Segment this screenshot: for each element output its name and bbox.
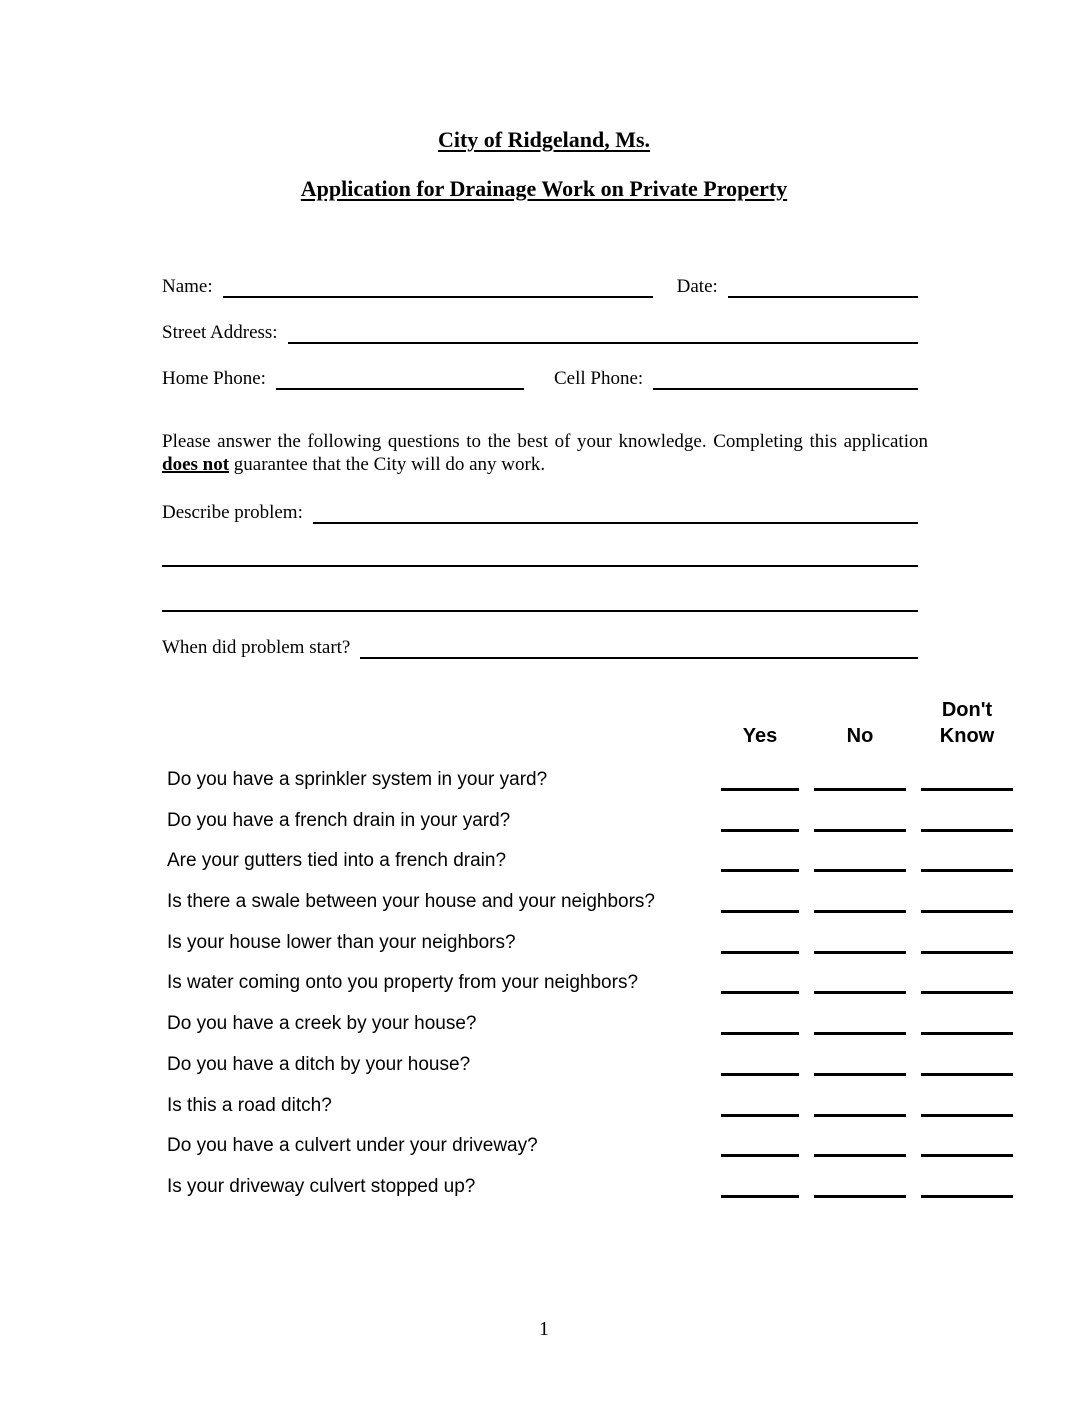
- questionnaire-header: [162, 697, 1013, 749]
- blank-line: [721, 788, 799, 791]
- blank-line: [921, 910, 1013, 913]
- phone-row: [162, 366, 918, 390]
- blank-line: [814, 1195, 906, 1198]
- answer-dont-know-blank[interactable]: [921, 788, 1013, 791]
- describe-problem-extra-line-1[interactable]: [162, 545, 918, 567]
- blank-line: [721, 1032, 799, 1035]
- form-subtitle-text: Application for Drainage Work on Private Property: [300, 176, 788, 201]
- question-row: [162, 891, 1013, 913]
- answer-no-blank[interactable]: [814, 1073, 906, 1076]
- answer-dont-know-blank[interactable]: [921, 910, 1013, 913]
- blank-line: [721, 951, 799, 954]
- answer-no-blank[interactable]: [814, 829, 906, 832]
- blank-line: [814, 1073, 906, 1076]
- question-label: Are your gutters tied into a french drain?: [167, 850, 507, 872]
- blank-line: [814, 869, 906, 872]
- question-label: Do you have a ditch by your house?: [167, 1053, 471, 1075]
- blank-line: [814, 951, 906, 954]
- street-address-label: Street Address:: [162, 322, 278, 343]
- problem-start-label: When did problem start?: [162, 637, 351, 658]
- answer-yes-blank[interactable]: [721, 1154, 799, 1157]
- street-address-input-line[interactable]: [288, 322, 918, 344]
- answer-no-blank[interactable]: [814, 1195, 906, 1198]
- cell-phone-label: Cell Phone:: [553, 368, 644, 389]
- blank-line: [921, 869, 1013, 872]
- instructions-text-before: Please answer the following questions to the best of your knowledge. Completing this application: [162, 431, 928, 452]
- column-header-dont-know: Don't Know: [939, 699, 995, 747]
- answer-dont-know-blank[interactable]: [921, 1195, 1013, 1198]
- home-phone-label: Home Phone:: [162, 368, 266, 389]
- answer-no-blank[interactable]: [814, 1032, 906, 1035]
- answer-dont-know-blank[interactable]: [921, 869, 1013, 872]
- answer-yes-blank[interactable]: [721, 1114, 799, 1117]
- answer-no-blank[interactable]: [814, 991, 906, 994]
- street-address-row: [162, 320, 918, 344]
- question-label: Is your driveway culvert stopped up?: [167, 1175, 476, 1197]
- blank-line: [814, 910, 906, 913]
- page-number: 1: [539, 1318, 549, 1340]
- question-label: Do you have a culvert under your driveway?: [167, 1135, 538, 1157]
- question-label: Do you have a french drain in your yard?: [167, 809, 511, 831]
- blank-line: [921, 1195, 1013, 1198]
- question-row: [162, 1135, 1013, 1157]
- question-row: [162, 810, 1013, 832]
- blank-line: [921, 951, 1013, 954]
- answer-dont-know-blank[interactable]: [921, 1114, 1013, 1117]
- answer-yes-blank[interactable]: [721, 869, 799, 872]
- form-title-text: City of Ridgeland, Ms.: [437, 127, 651, 152]
- answer-yes-blank[interactable]: [721, 1032, 799, 1035]
- answer-dont-know-blank[interactable]: [921, 1032, 1013, 1035]
- question-label: Do you have a sprinkler system in your yard?: [167, 769, 548, 790]
- answer-dont-know-blank[interactable]: [921, 951, 1013, 954]
- answer-yes-blank[interactable]: [721, 991, 799, 994]
- instructions-paragraph: [162, 430, 928, 476]
- column-header-yes: Yes: [742, 725, 778, 747]
- name-input-line[interactable]: [223, 276, 653, 298]
- answer-dont-know-blank[interactable]: [921, 1073, 1013, 1076]
- blank-line: [814, 1114, 906, 1117]
- answer-yes-blank[interactable]: [721, 1073, 799, 1076]
- blank-line: [814, 788, 906, 791]
- column-header-no: No: [846, 725, 874, 747]
- blank-line: [814, 991, 906, 994]
- question-row: [162, 1176, 1013, 1198]
- question-label: Do you have a creek by your house?: [167, 1013, 477, 1035]
- date-label: Date:: [676, 276, 718, 297]
- answer-yes-blank[interactable]: [721, 951, 799, 954]
- answer-no-blank[interactable]: [814, 910, 906, 913]
- cell-phone-input-line[interactable]: [653, 368, 918, 390]
- blank-line: [721, 910, 799, 913]
- home-phone-input-line[interactable]: [276, 368, 524, 390]
- answer-yes-blank[interactable]: [721, 829, 799, 832]
- blank-line: [721, 869, 799, 872]
- question-label: Is water coming onto you property from your neighbors?: [167, 972, 639, 994]
- describe-problem-input-line[interactable]: [313, 502, 918, 524]
- blank-line: [721, 829, 799, 832]
- blank-line: [921, 1073, 1013, 1076]
- blank-line: [921, 1032, 1013, 1035]
- problem-start-input-line[interactable]: [360, 637, 918, 659]
- blank-line: [921, 829, 1013, 832]
- question-row: [162, 850, 1013, 872]
- form-subtitle: [0, 176, 1088, 202]
- describe-problem-extra-line-2[interactable]: [162, 590, 918, 612]
- name-label: Name:: [162, 276, 213, 297]
- question-row: [162, 1054, 1013, 1076]
- question-row: [162, 972, 1013, 994]
- question-row: [162, 769, 1013, 791]
- answer-yes-blank[interactable]: [721, 788, 799, 791]
- form-title: [0, 127, 1088, 153]
- answer-no-blank[interactable]: [814, 788, 906, 791]
- blank-line: [721, 1195, 799, 1198]
- blank-line: [814, 1154, 906, 1157]
- answer-yes-blank[interactable]: [721, 910, 799, 913]
- blank-line: [921, 1154, 1013, 1157]
- question-label: Is there a swale between your house and your neighbors?: [167, 891, 655, 913]
- answer-dont-know-blank[interactable]: [921, 991, 1013, 994]
- blank-line: [921, 991, 1013, 994]
- questionnaire-rows: [162, 769, 1013, 1217]
- blank-line: [721, 991, 799, 994]
- question-label: Is this a road ditch?: [167, 1094, 332, 1116]
- date-input-line[interactable]: [728, 276, 918, 298]
- blank-line: [814, 829, 906, 832]
- blank-line: [921, 1114, 1013, 1117]
- answer-yes-blank[interactable]: [721, 1195, 799, 1198]
- blank-line: [921, 788, 1013, 791]
- answer-dont-know-blank[interactable]: [921, 1154, 1013, 1157]
- question-label: Is your house lower than your neighbors?: [167, 931, 516, 953]
- problem-start-row: [162, 635, 918, 659]
- answer-no-blank[interactable]: [814, 1154, 906, 1157]
- blank-line: [814, 1032, 906, 1035]
- question-row: [162, 932, 1013, 954]
- blank-line: [721, 1114, 799, 1117]
- describe-problem-row: [162, 500, 918, 524]
- blank-line: [721, 1073, 799, 1076]
- describe-problem-label: Describe problem:: [162, 502, 303, 523]
- answer-no-blank[interactable]: [814, 951, 906, 954]
- blank-line: [721, 1154, 799, 1157]
- question-row: [162, 1013, 1013, 1035]
- name-date-row: [162, 274, 918, 298]
- answer-no-blank[interactable]: [814, 1114, 906, 1117]
- answer-dont-know-blank[interactable]: [921, 829, 1013, 832]
- answer-no-blank[interactable]: [814, 869, 906, 872]
- question-row: [162, 1095, 1013, 1117]
- instructions-text-after: guarantee that the City will do any work.: [229, 454, 546, 475]
- instructions-emphasis: does not: [162, 454, 230, 475]
